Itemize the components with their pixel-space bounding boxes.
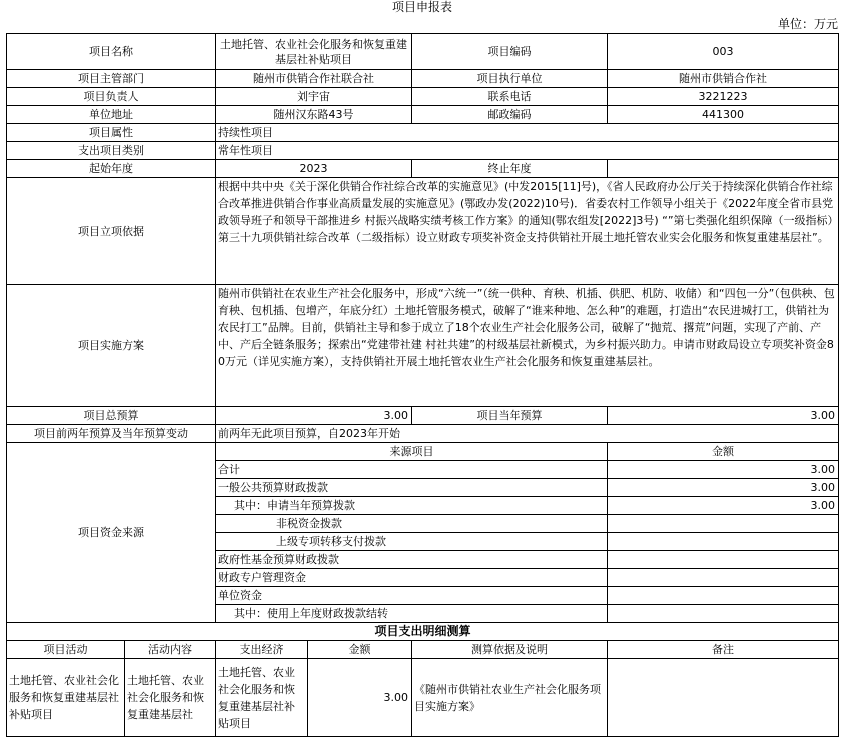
funding-row-amount: 3.00 [608,479,839,497]
value-owner: 刘宇宙 [216,88,412,106]
label-end-year: 终止年度 [412,160,608,178]
label-basis: 项目立项依据 [7,178,216,285]
funding-row-label: 合计 [216,461,608,479]
label-address: 单位地址 [7,106,216,124]
value-dept: 随州市供销合作社联合社 [216,70,412,88]
form-title: 项目申报表 [391,0,452,14]
value-current-budget: 3.00 [608,407,839,425]
funding-row-amount [608,551,839,569]
value-end-year [608,160,839,178]
label-total-budget: 项目总预算 [7,407,216,425]
value-total-budget: 3.00 [216,407,412,425]
funding-row-label: 财政专户管理资金 [216,569,608,587]
funding-row-label: 其中：申请当年预算拨款 [216,497,608,515]
funding-row-label: 非税资金拨款 [216,515,608,533]
unit-label: 单位：万元 [777,17,838,31]
funding-row-label: 政府性基金预算财政拨款 [216,551,608,569]
label-exec-unit: 项目执行单位 [412,70,608,88]
value-start-year: 2023 [216,160,412,178]
label-dept: 项目主管部门 [7,70,216,88]
label-phone: 联系电话 [412,88,608,106]
value-exec-unit: 随州市供销合作社 [608,70,839,88]
project-form-table [6,33,839,737]
funding-row-label: 上级专项转移支付拨款 [216,533,608,551]
detail-economic: 土地托管、农业社会化服务和恢复重建基层社补贴项目 [216,659,308,737]
label-start-year: 起始年度 [7,160,216,178]
detail-remark [608,659,839,737]
funding-row-amount [608,515,839,533]
label-project-name: 项目名称 [7,34,216,70]
funding-source-header: 来源项目 [216,443,608,461]
detail-amount: 3.00 [308,659,412,737]
label-funding: 项目资金来源 [7,443,216,623]
value-attribute: 持续性项目 [216,124,839,142]
detail-content: 土地托管、农业社会化服务和恢复重建基层社 [125,659,216,737]
funding-row-label: 其中：使用上年度财政拨款结转 [216,605,608,623]
funding-row-amount [608,605,839,623]
detail-header-basis: 测算依据及说明 [412,641,608,659]
funding-row-label: 一般公共预算财政拨款 [216,479,608,497]
label-category: 支出项目类别 [7,142,216,160]
label-project-code: 项目编码 [412,34,608,70]
funding-amount-header: 金额 [608,443,839,461]
value-project-name: 土地托管、农业社会化服务和恢复重建基层社补贴项目 [216,34,412,70]
funding-row-amount [608,587,839,605]
label-postcode: 邮政编码 [412,106,608,124]
detail-header-remark: 备注 [608,641,839,659]
value-category: 常年性项目 [216,142,839,160]
label-budget-changes: 项目前两年预算及当年预算变动 [7,425,216,443]
value-project-code: 003 [608,34,839,70]
funding-row-amount: 3.00 [608,461,839,479]
detail-basis: 《随州市供销社农业生产社会化服务项目实施方案》 [412,659,608,737]
value-phone: 3221223 [608,88,839,106]
detail-header-economic: 支出经济 [216,641,308,659]
label-plan: 项目实施方案 [7,285,216,407]
label-attribute: 项目属性 [7,124,216,142]
funding-row-amount [608,533,839,551]
label-owner: 项目负责人 [7,88,216,106]
value-budget-changes: 前两年无此项目预算，自2023年开始 [216,425,839,443]
value-postcode: 441300 [608,106,839,124]
detail-header-amount: 金额 [308,641,412,659]
detail-activity: 土地托管、农业社会化服务和恢复重建基层社补贴项目 [7,659,125,737]
funding-row-amount: 3.00 [608,497,839,515]
detail-header-content: 活动内容 [125,641,216,659]
detail-section-title: 项目支出明细测算 [7,623,839,641]
detail-header-activity: 项目活动 [7,641,125,659]
value-plan: 随州市供销社在农业生产社会化服务中，形成“六统一”（统一供种、育秧、机插、供肥、机防、收储）和“四包一分”（包供秧、包育秧、包机插、包增产，年底分红）土地托管服务模式，破解了“谁来种地、怎么种”的难题，打造出“农民进城打工，供销社为农民打工”品牌。目前，供销社主导和参于成立了18个农业生产社会化服务公司，破解了“抛荒、撂荒”问题，实现了产前、产中、产后全链条服务；探索出“党建带社建 村社共建”的村级基层社新模式，为乡村振兴助力。申请市财政局设立专项奖补资金80万元（详见实施方案），支持供销社开展土地托管农业生产社会化服务和恢复重建基层社。 [216,285,839,407]
value-basis: 根据中共中央《关于深化供销合作社综合改革的实施意见》(中发2015[11]号)，《省人民政府办公厅关于持续深化供销合作社综合改革推进供销合作事业高质量发展的实施意见》(鄂政办发(2022)10号)．省委农村工作领导小组关于《2022年度全省市县党政领导班子和领导干部推进乡 村振兴战略实绩考核工作方案》的通知(鄂农组发[2022]3号) “”第七类强化组织保障（一级指标）第三十九项供销社综合改革（二级指标）设立财政专项奖补资金支持供销社开展土地托管农业实会化服务和恢复重建基层社”。 [216,178,839,285]
funding-row-label: 单位资金 [216,587,608,605]
label-current-budget: 项目当年预算 [412,407,608,425]
funding-row-amount [608,569,839,587]
value-address: 随州汉东路43号 [216,106,412,124]
